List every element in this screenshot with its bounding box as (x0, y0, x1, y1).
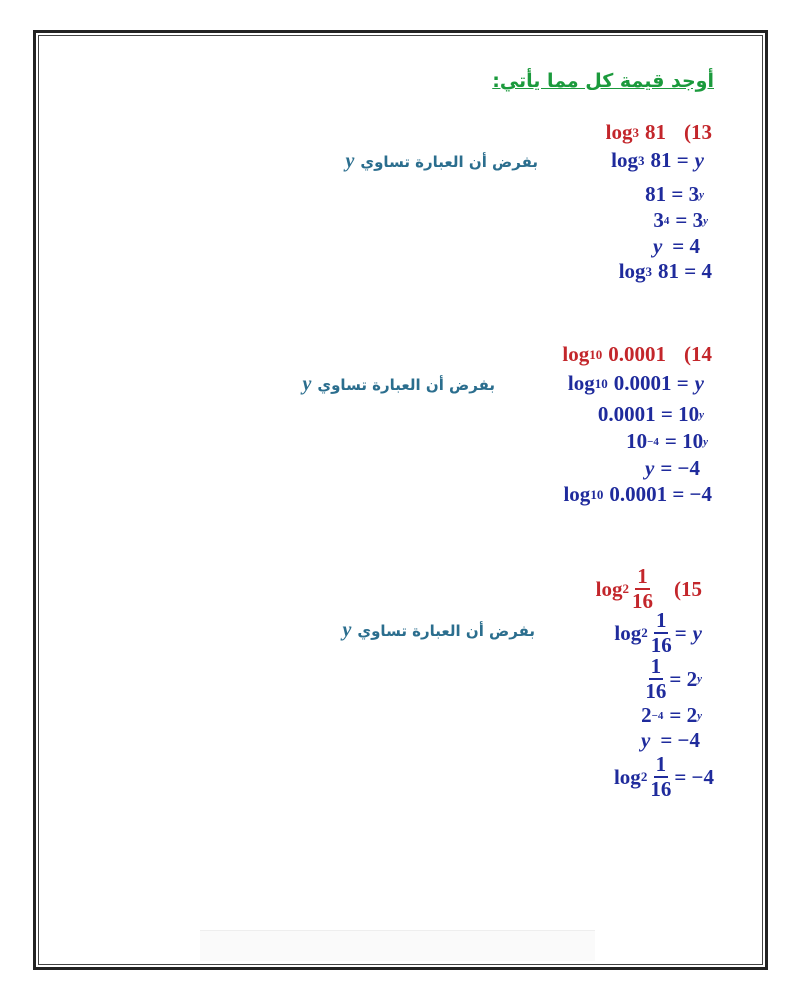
log-text: log (611, 148, 638, 172)
assume-label: بفرض أن العبارة تساوي (317, 376, 495, 394)
denominator: 16 (650, 777, 672, 801)
expr: 0.0001 = −4 (609, 482, 712, 506)
log-base: 10 (590, 486, 604, 502)
exponent: y (699, 188, 704, 201)
var-y: y (692, 620, 702, 645)
problem-14-header (562, 342, 712, 367)
log-base: 2 (640, 769, 648, 784)
exponent: y (697, 709, 702, 722)
expr: 81 = 3 (645, 182, 700, 206)
expr: = 3 (675, 208, 704, 232)
exponent: y (703, 435, 708, 448)
fraction (632, 566, 653, 612)
step-14-1 (568, 371, 704, 396)
log-text: log (595, 576, 623, 601)
var-y: y (694, 371, 704, 395)
var-y: y (652, 234, 663, 258)
var-y: y (342, 619, 352, 641)
numerator: 1 (637, 564, 648, 588)
log-base: 3 (637, 152, 645, 168)
problem-number: (14 (684, 342, 712, 366)
log-base: 3 (645, 263, 653, 279)
expr: 2 (641, 703, 652, 727)
problem-number: (15 (674, 576, 702, 601)
expr: 0.0001 = (613, 371, 689, 395)
log-arg: 81 (645, 120, 666, 144)
step-14-4 (645, 456, 700, 481)
exponent: −4 (651, 709, 664, 722)
expr: = 4 (672, 234, 700, 258)
log-base: 3 (632, 124, 639, 140)
exponent: −4 (647, 435, 659, 448)
log-text: log (613, 764, 641, 789)
step-15-5 (614, 754, 714, 800)
step-13-3 (653, 208, 708, 233)
step-13-4 (653, 234, 700, 259)
problem-13-header (606, 120, 712, 145)
var-y: y (640, 728, 651, 752)
var-y: y (694, 148, 704, 172)
expr: 0.0001 = 10 (597, 402, 700, 426)
numerator: 1 (655, 608, 667, 632)
fraction (650, 754, 671, 800)
expr: = −4 (660, 456, 700, 480)
expr: 81 = 4 (658, 259, 712, 283)
log-text: log (618, 259, 646, 283)
expr: 3 (653, 208, 664, 232)
exponent: y (699, 408, 704, 421)
step-15-2 (642, 656, 702, 702)
step-14-3 (626, 429, 708, 454)
assume-label: بفرض أن العبارة تساوي (357, 622, 535, 640)
step-15-3 (641, 703, 702, 728)
log-text: log (605, 120, 633, 144)
denominator: 16 (632, 589, 653, 613)
var-y: y (644, 456, 655, 480)
log-text: log (614, 620, 642, 645)
step-14-2 (598, 402, 704, 427)
step-15-1 (614, 610, 702, 656)
log-base: 10 (594, 375, 608, 391)
fraction (645, 656, 666, 702)
log-base: 2 (622, 581, 629, 596)
expr: = 10 (664, 429, 704, 453)
assumption-text-14 (302, 373, 495, 396)
step-13-5 (619, 259, 712, 284)
log-base: 10 (589, 346, 603, 362)
numerator: 1 (650, 654, 662, 678)
problem-15-header (596, 566, 702, 612)
problem-number: (13 (684, 120, 712, 144)
log-base: 2 (641, 625, 648, 640)
expr: = (674, 620, 687, 645)
var-y: y (345, 150, 355, 172)
log-text: log (562, 342, 590, 366)
log-text: log (567, 371, 595, 395)
assumption-text-15 (342, 619, 535, 642)
step-13-2 (645, 182, 704, 207)
assumption-text-13 (345, 150, 538, 173)
var-y: y (302, 373, 312, 395)
exponent: 4 (663, 214, 670, 227)
expr: 10 (626, 429, 648, 453)
assume-label: بفرض أن العبارة تساوي (360, 153, 538, 171)
worksheet-title: أوجد قيمة كل مما يأتي: (492, 70, 714, 92)
expr: = 2 (669, 703, 698, 727)
expr: = −4 (674, 764, 714, 789)
fraction (651, 610, 672, 656)
step-15-4 (641, 728, 700, 753)
bottom-strip (200, 930, 595, 961)
exponent: y (703, 214, 708, 227)
numerator: 1 (655, 752, 667, 776)
step-14-5 (563, 482, 712, 507)
expr: = 2 (669, 666, 698, 691)
denominator: 16 (645, 679, 667, 703)
log-text: log (563, 482, 591, 506)
expr: = −4 (660, 728, 700, 752)
exponent: y (697, 673, 702, 685)
expr: 81 = (650, 148, 689, 172)
log-arg: 0.0001 (608, 342, 666, 366)
denominator: 16 (650, 633, 672, 657)
step-13-1 (611, 148, 704, 173)
